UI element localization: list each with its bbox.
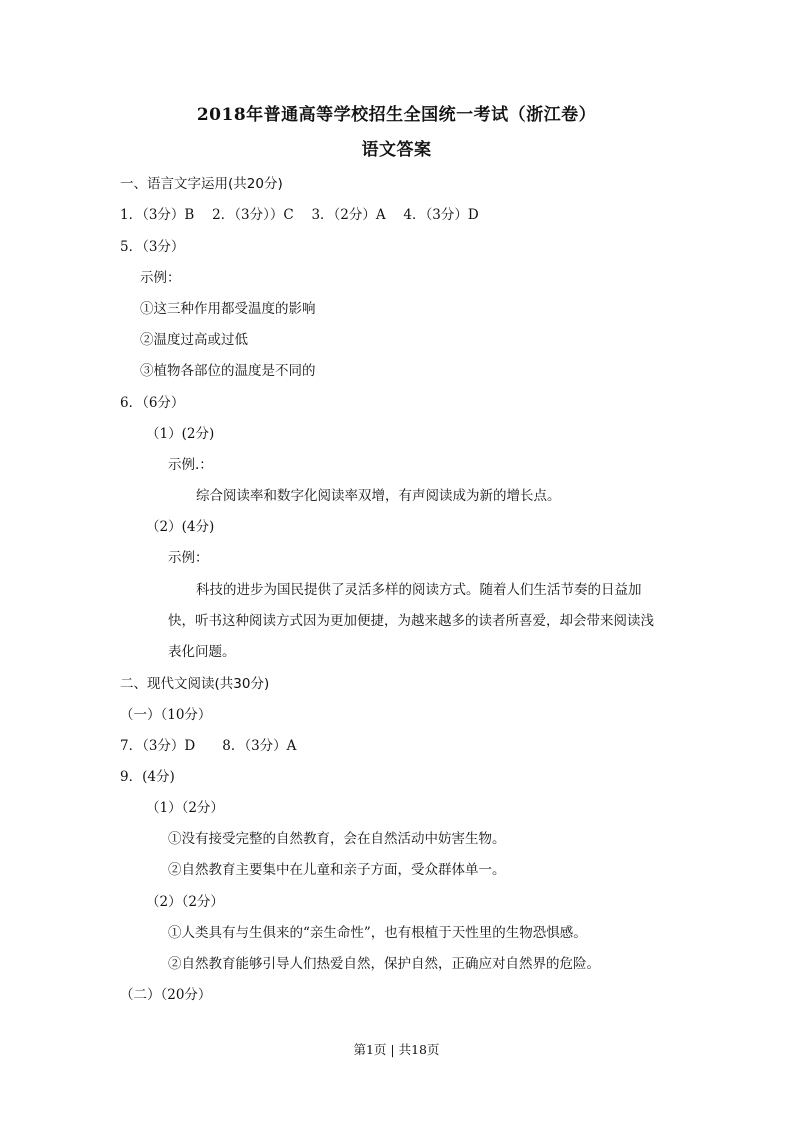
q6-2-answer-line: 表化问题。	[168, 644, 236, 660]
q6-2-answer-line: 科技的进步为国民提供了灵活多样的阅读方式。随着人们生活节奏的日益加	[196, 582, 642, 598]
section-heading-1: 一、语言文字运用(共20分)	[120, 176, 283, 192]
answer-q9: 9．(4分)	[120, 769, 175, 785]
q5-item: ③植物各部位的温度是不同的	[140, 363, 316, 379]
part-heading-2: （二）（20分）	[120, 987, 212, 1003]
q5-item: ①这三种作用都受温度的影响	[140, 301, 316, 317]
q9-2-item: ①人类具有与生俱来的“亲生命性”，也有根植于天性里的生物恐惧感。	[168, 925, 587, 941]
answer-q7-8: 7．（3分）D 8．（3分）A	[120, 738, 297, 754]
answer-q6: 6．（6分）	[120, 395, 185, 411]
q9-part-1: （1）（2分）	[146, 800, 224, 816]
q6-2-example-label: 示例：	[168, 550, 209, 566]
answer-q5: 5．（3分）	[120, 239, 185, 255]
q6-1-example-label: 示例.：	[168, 457, 213, 473]
page-footer: 第1页 | 共18页	[353, 1042, 440, 1057]
answer-q1-4: 1．（3分）B 2．（3分））C 3．（2分）A 4．（3分）D	[120, 207, 479, 223]
q9-part-2: （2）（2分）	[146, 894, 224, 910]
q6-2-answer-line: 快，听书这种阅读方式因为更加便捷，为越来越多的读者所喜爱，却会带来阅读浅	[168, 613, 654, 629]
q6-1-answer: 综合阅读率和数字化阅读率双增，有声阅读成为新的增长点。	[196, 488, 561, 504]
q5-example-label: 示例：	[140, 270, 181, 286]
page-title: 2018年普通高等学校招生全国统一考试（浙江卷）	[196, 105, 597, 125]
page-subtitle: 语文答案	[361, 140, 432, 160]
q9-1-item: ①没有接受完整的自然教育，会在自然活动中妨害生物。	[168, 831, 506, 847]
q9-2-item: ②自然教育能够引导人们热爱自然，保护自然，正确应对自然界的危险。	[168, 956, 600, 972]
q9-1-item: ②自然教育主要集中在儿童和亲子方面，受众群体单一。	[168, 862, 506, 878]
section-heading-2: 二、现代文阅读(共30分)	[120, 676, 270, 692]
q5-item: ②温度过高或过低	[140, 332, 248, 348]
part-heading-1: （一）（10分）	[120, 707, 212, 723]
q6-part-2: （2）(4分)	[146, 519, 215, 535]
q6-part-1: （1）(2分)	[146, 426, 215, 442]
